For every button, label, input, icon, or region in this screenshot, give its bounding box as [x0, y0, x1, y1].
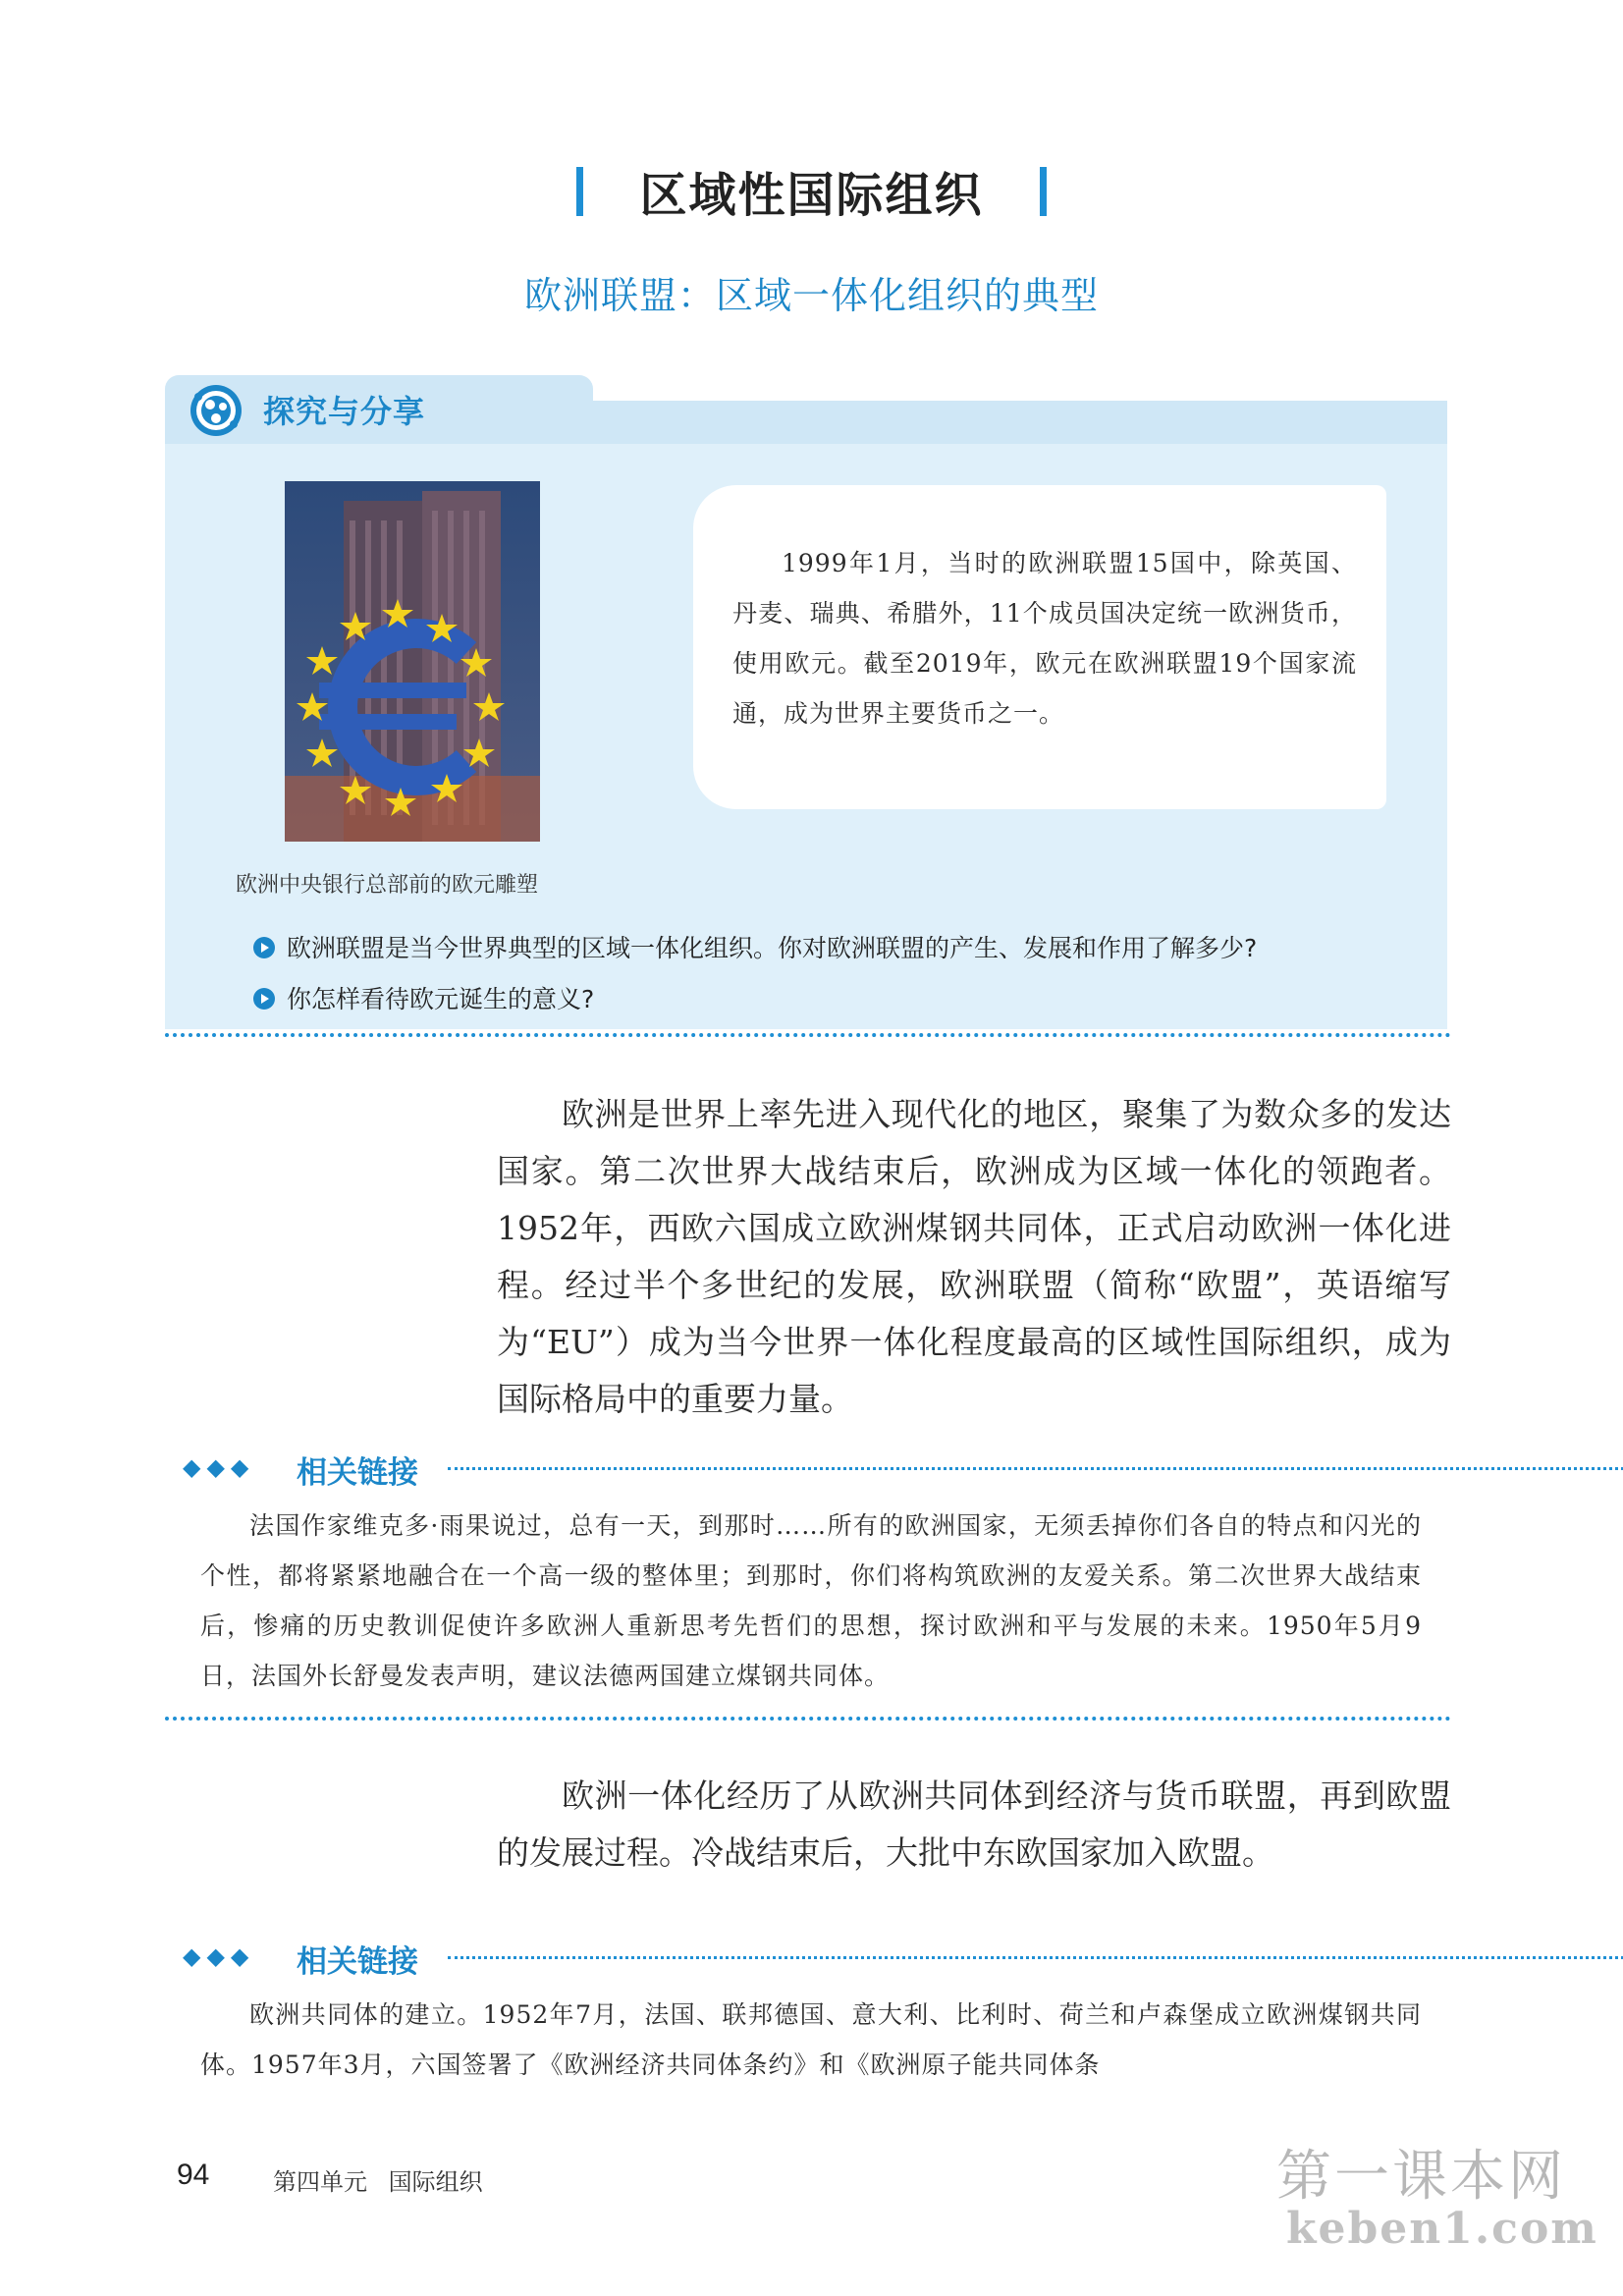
footer-section: 第四单元 国际组织 [273, 2168, 483, 2196]
bubble-text: 1999年1月，当时的欧洲联盟15国中，除英国、丹麦、瑞典、希腊外，11个成员国决定统一欧洲货币，使用欧元。截至2019年，欧元在欧洲联盟19个国家流通，成为世界主要货币之一。 [732, 549, 1357, 728]
title-bar-left [576, 167, 583, 216]
question-item [253, 929, 1257, 964]
watermark-line-1: 第一课本网 [1276, 2145, 1566, 2209]
related-link-dots [448, 1956, 1623, 1959]
page-number: 94 [177, 2159, 210, 2191]
photo-caption: 欧洲中央银行总部前的欧元雕塑 [236, 873, 539, 898]
panel-divider [165, 1033, 1451, 1037]
related-link-header [183, 1448, 1459, 1491]
body-paragraph-1: 欧洲是世界上率先进入现代化的地区，聚集了为数众多的发达国家。第二次世界大战结束后，欧洲成为区域一体化的领跑者。1952年，西欧六国成立欧洲煤钢共同体，正式启动欧洲一体化进程。经过半个多世纪的发展，欧洲联盟（简称“欧盟”，英语缩写为“EU”）成为当今世界一体化程度最高的区域性国际组织，成为国际格局中的重要力量。 [497, 1095, 1451, 1418]
question-text: 你怎样看待欧元诞生的意义? [287, 985, 595, 1013]
title-bar-right [1040, 167, 1047, 216]
question-text: 欧洲联盟是当今世界典型的区域一体化组织。你对欧洲联盟的产生、发展和作用了解多少? [287, 934, 1258, 962]
arrow-right-icon [253, 988, 275, 1010]
watermark-line-2: keben1.com [1286, 2204, 1598, 2254]
link-divider [165, 1717, 1451, 1721]
page-title-wrap [0, 157, 1623, 226]
related-link-header [183, 1937, 1459, 1980]
explore-label: 探究与分享 [263, 393, 426, 430]
body-paragraph-2: 欧洲一体化经历了从欧洲共同体到经济与货币联盟，再到欧盟的发展过程。冷战结束后，大批中东欧国家加入欧盟。 [497, 1777, 1451, 1872]
related-link-label: 相关链接 [297, 1455, 418, 1491]
question-item [253, 980, 594, 1015]
diamond-bullets-icon: ◆◆◆ [183, 1942, 255, 1970]
diamond-bullets-icon: ◆◆◆ [183, 1453, 255, 1481]
page-title: 区域性国际组织 [639, 168, 984, 223]
globe-people-icon [189, 383, 243, 438]
related-link-label: 相关链接 [297, 1944, 418, 1980]
euro-sculpture-photo [285, 481, 540, 842]
section-subtitle: 欧洲联盟：区域一体化组织的典型 [523, 274, 1099, 317]
related-link-text: 法国作家维克多·雨果说过，总有一天，到那时……所有的欧洲国家，无须丢掉你们各自的特点和闪光的个性，都将紧紧地融合在一个高一级的整体里；到那时，你们将构筑欧洲的友爱关系。第二次世界大战结束后，惨痛的历史教训促使许多欧洲人重新思考先哲们的思想，探讨欧洲和平与发展的未来。1950年5月9日，法国外长舒曼发表声明，建议法德两国建立煤钢共同体。 [200, 1511, 1422, 1690]
related-link-dots [448, 1467, 1623, 1470]
related-link-text: 欧洲共同体的建立。1952年7月，法国、联邦德国、意大利、比利时、荷兰和卢森堡成立欧洲煤钢共同体。1957年3月，六国签署了《欧洲经济共同体条约》和《欧洲原子能共同体条 [200, 2000, 1422, 2079]
arrow-right-icon [253, 937, 275, 958]
